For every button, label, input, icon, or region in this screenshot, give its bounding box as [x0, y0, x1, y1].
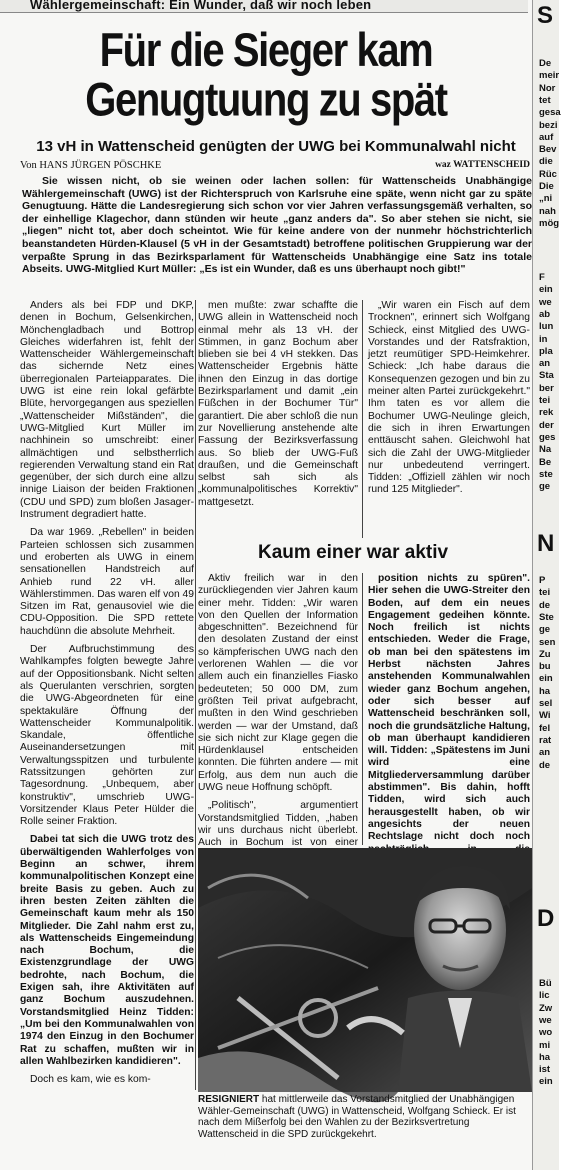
strip-fragment: ste [539, 468, 553, 480]
strip-fragment: ein [539, 1076, 553, 1088]
strip-fragment: sen [539, 636, 556, 648]
strip-fragment: ge [539, 481, 551, 493]
strip-fragment: Ste [539, 611, 554, 623]
headline-line-2: Genugtuung zu spät [85, 74, 447, 127]
caption-text: hat mittlerweile das Vorstandsmitglied der Unabhängigen Wähler-Gemeinschaft (UWG) in Wattenscheid, Wolfgang Schieck. Er ist nach dem Mißerfolg bei den Wahlen zu der Bezirksvertretung Wattenscheid in die SPD zurückgekehrt. [198, 1094, 516, 1140]
strip-fragment: de [539, 759, 551, 771]
strip-fragment: auf [539, 131, 554, 143]
strip-fragment: ist [539, 1064, 551, 1076]
strip-fragment: ab [539, 308, 551, 320]
strip-fragment: tei [539, 587, 551, 599]
strip-fragment: der [539, 419, 554, 431]
column-rule [362, 300, 363, 538]
strip-fragment: wo [539, 1027, 553, 1039]
column-rule [362, 573, 363, 845]
column-2-top [198, 300, 358, 510]
strip-fragment: ha [539, 685, 551, 697]
strip-fragment: nah [539, 205, 556, 217]
strip-fragment: an [539, 358, 551, 370]
strip-fragment: ein [539, 673, 553, 685]
lead-text: Sie wissen nicht, ob sie weinen oder lachen sollen: für Wattenscheids Unabhängige Wählergemeinschaft (UWG) ist der Richterspruch von Karlsruhe eine späte, wenn nicht gar zu späte Genugtuung. Hätte die Landesregierung sich schon vor vier Jahren verfassungsgemäß verhalten, so der einhellige Klagechor, dann stünden wir heute „ganz anders da". So aber stehen sie nicht, sie „liegen" nicht tot, aber doch scheintot. Wie für keine andere von der nunmehr höchstrichterlich beanstandeten Hürden-Klausel (5 vH in der Gesamtstadt) betroffene politischen Gruppierung war der verpaßte Sprung in das Bezirksparlament für Wattenscheids Unabhängige eine Satz ins totale Abseits. UWG-Mitglied Kurt Müller: „Es ist ein Wunder, daß es uns überhaupt noch gibt!" [22, 175, 532, 276]
strip-fragment: bezi [539, 119, 558, 131]
strip-fragment: lun [539, 321, 554, 333]
article-paragraph: men mußte: zwar schaffte die UWG allein in Wattenscheid noch einmal mehr als 13 vH. der Stimmen, in ganz Bochum aber blieben sie bei 4 vH stekken. Das Wattenscheider Ergebnis hätte ihnen den Einzug in das dortige Bezirksparlament und damit „ein Füßchen in der Bochumer Tür" garantiert. Die aber schloß die nun zur Novellierung anstehende alte Fassung der Bezirksverfassung aus. So blieb der UWG-Fuß draußen, und die Gemeinschaft selbst sah sich als „kommunalpolitisches Korrektiv" mattgesetzt. [198, 300, 358, 508]
article-paragraph: „Politisch", argumentiert Vorstandsmitglied Tidden, „haben wir uns durchaus nicht überlebt. Auch in Bochum ist von einer [198, 800, 358, 849]
strip-fragment: bu [539, 661, 551, 673]
strip-fragment: we [539, 296, 552, 308]
byline-place: waz WATTENSCHEID [435, 160, 530, 170]
strip-fragment: meir [539, 70, 560, 82]
strip-fragment: Die [539, 181, 554, 192]
strip-fragment: Be [539, 456, 552, 468]
strip-fragment: tei [539, 395, 551, 406]
strip-fragment: sel [539, 698, 553, 709]
strip-initial: D [537, 905, 555, 932]
strip-fragment: we [539, 1014, 552, 1026]
strip-fragment: ha [539, 1051, 551, 1063]
strip-fragment: Wi [539, 710, 551, 722]
article-paragraph: Der Aufbruchstimmung des Wahlkampfes folgten bewegte Jahre auf der Oppositionsbank. Nicht selten als Querulanten verschrien, sorgten die UWG-Abgeordneten für eine spektakuläre Öffnung der Wattenscheider Kommunalpolitik. Skandale, öffentliche Auseinandersetzungen mit Verwaltungsspitzen und turbulente Ratssitzungen gehörten zur Tagesordnung. „Unbequem, aber konstruktiv", umschrieb UWG-Vorsitzender Klaus Peter Hülder die Rolle seiner Fraktion. [20, 644, 194, 828]
strip-fragment: Sta [539, 370, 554, 382]
article-paragraph: Dabei tat sich die UWG trotz des überwältigenden Wahlerfolges von Beginn an schwer, ihrem kommunalpolitischen Konzept eine breite Basis zu geben. Auch zu ihren besten Zeiten zählten die Gemeinschaft kaum mehr als 150 Mitglieder. Die Zahl nahm erst zu, als Wattenscheids Eingemeindung nach Bochum, die Existenzgrundlage der UWG bedrohte, nach Bochum, die Exigen sah, ihre Aktivitäten auf ganz Bochum auszudehnen. Vorstandsmitglied Heinz Tidden: „Um bei den Kommunalwahlen von 1974 den Einzug in den Bochumer Rat zu schaffen, mußten wir in allen Wahlbezirken kandidieren". [20, 834, 194, 1067]
strip-fragment: ber [539, 382, 554, 394]
column-2-bottom [198, 573, 358, 863]
article-paragraph: Anders als bei FDP und DKP, denen in Bochum, Gelsenkirchen, Mönchengladbach und Bottrop Gleiches widerfahren ist, fehlt der Wattenscheider Wählergemeinschaft das sichernde Netz eines überregionalen Parteiapparates. Die UWG ist eine rein lokal gefärbte Blüte, hervorgegangen aus speziellen „Wattenscheider Mißständen", die UWG-Mitglied Kurt Müller im nachhinein so umschreibt: einer allmächtigen und selbstherrlich regierenden Verwaltung stand ein Rat gegenüber, der sich durch eine allzu innige Liaison der beiden Fraktionen (CDU und SPD) zum bloßen Jasager-Instrument degradiert hatte. [20, 300, 194, 521]
header-strip [0, 0, 528, 13]
strip-fragment: die [539, 156, 553, 168]
strip-fragment: mög [539, 217, 560, 229]
subheadline: 13 vH in Wattenscheid genügten der UWG bei Kommunalwahl nicht [36, 138, 516, 155]
article-paragraph: Aktiv freilich war in den zurückliegenden vier Jahren kaum einer mehr. Tidden: „Wir waren von den Quellen der Information abgeschnitten". Bezeichnend für den desolaten Zustand der einst so kämpferischen UWG nach den verlorenen Wahlen — die vor allem auch ein finanzielles Fiasko bedeuteten; 50 000 DM, zum größten Teil privat aufgebracht, mußten in den Wind geschrieben werden — war der Umstand, daß sie sich nicht zur Klage gegen die Hürdenklausel entscheiden konnten. Die führten andere — mit Erfolg, aus dem nun auch die UWG neue Hoffnung schöpft. [198, 573, 358, 794]
strip-fragment: Na [539, 444, 552, 456]
strip-fragment: rek [539, 407, 554, 419]
strip-fragment: ein [539, 284, 553, 296]
headline [0, 26, 532, 125]
strip-fragment: Bev [539, 144, 557, 156]
neighbor-article-strip [532, 0, 559, 1170]
strip-fragment: lic [539, 990, 550, 1002]
strip-fragment: Bü [539, 978, 552, 989]
strip-fragment: ge [539, 624, 551, 636]
strip-fragment: „ni [539, 193, 553, 205]
article-paragraph: position nichts zu spüren". Hier sehen die UWG-Streiter den Boden, auf dem ein neues Engagement gedeihen könnte. Noch freilich ist nichts entschieden. Weder die Frage, ob man bei den spätestens im Herbst nächsten Jahres anstehenden Kommunalwahlen wieder ganz Bochum angehen, oder sich besser auf Wattenscheid beschränken soll, noch die grundsätzliche Haltung, ob man überhaupt kandidieren will. Tidden: „Spätestens im Juni wird eine Mitgliederversammlung darüber abstimmen". Bis dahin, hofft Tidden, wird sich auch herausgestellt haben, ob wir angesichts der neuen Rechtslage nicht doch noch [368, 573, 530, 843]
strip-fragment: Nor [539, 82, 556, 94]
byline-author: Von HANS JÜRGEN PÖSCHKE [20, 160, 162, 171]
article-paragraph: Da war 1969. „Rebellen" in beiden Parteien schlossen sich zusammen und eroberten als UWG in einem sensationellen Handstreich auf Anhieb rund 22 vH. aller Wählerstimmen. Das waren elf von 49 Sitzen im Rat, genausoviel wie die CDU-Opposition. Die SPD rettete hauchdünn die absolute Mehrheit. [20, 527, 194, 637]
strip-fragment: gesa [539, 107, 561, 119]
strip-fragment: mi [539, 1039, 551, 1051]
strip-fragment: rat [539, 734, 552, 746]
strip-initial: N [537, 530, 555, 557]
press-photo [198, 848, 532, 1092]
column-rule [195, 300, 196, 1090]
lead-paragraph [22, 175, 532, 276]
strip-fragment: De [539, 58, 552, 69]
strip-fragment: an [539, 747, 551, 759]
headline-line-1: Für die Sieger kam [99, 24, 433, 77]
strip-fragment: Zw [539, 1002, 553, 1014]
press-photo-image [198, 848, 532, 1092]
strip-fragment: P [539, 575, 546, 586]
strip-fragment: de [539, 599, 551, 611]
strip-fragment: F [539, 272, 545, 283]
article-paragraph: Doch es kam, wie es kom- [30, 1074, 151, 1086]
strip-fragment: Rüc [539, 168, 557, 180]
byline [20, 160, 530, 171]
section-headline: Kaum einer war aktiv [258, 542, 449, 563]
strip-fragment: ges [539, 431, 556, 443]
strip-fragment: in [539, 333, 548, 345]
article-paragraph: „Wir waren ein Fisch auf dem Trocknen", erinnert sich Wolfgang Schieck, einst Mitglied des UWG-Vorstandes und der Ratsfraktion, jetzt reumütiger SPD-Heimkehrer. Schieck: „Ich habe daraus die Konsequenzen gezogen und bin zu meiner alten Partei zurückgekehrt." Ihm taten es vor allem die Bochumer UWG-Neulinge gleich, die sich in ihren Erwartungen enttäuscht sahen. Gleichwohl hat sich die Zahl der UWG-Mitglieder nur unbedeutend verringert. Tidden: „Offiziell zählen wir noch rund 125 Mitglieder". [368, 300, 530, 496]
strip-fragment: fel [539, 722, 551, 734]
photo-caption [198, 1094, 532, 1140]
caption-lead: RESIGNIERT [198, 1094, 260, 1105]
strip-fragment: tet [539, 94, 551, 106]
strip-initial: S [537, 2, 554, 29]
column-3-top [368, 300, 530, 498]
header-strip-text: Wählergemeinschaft: Ein Wunder, daß wir noch leben [30, 0, 372, 12]
strip-fragment: pla [539, 345, 553, 357]
strip-fragment: Zu [539, 648, 551, 660]
column-1 [20, 300, 194, 1087]
